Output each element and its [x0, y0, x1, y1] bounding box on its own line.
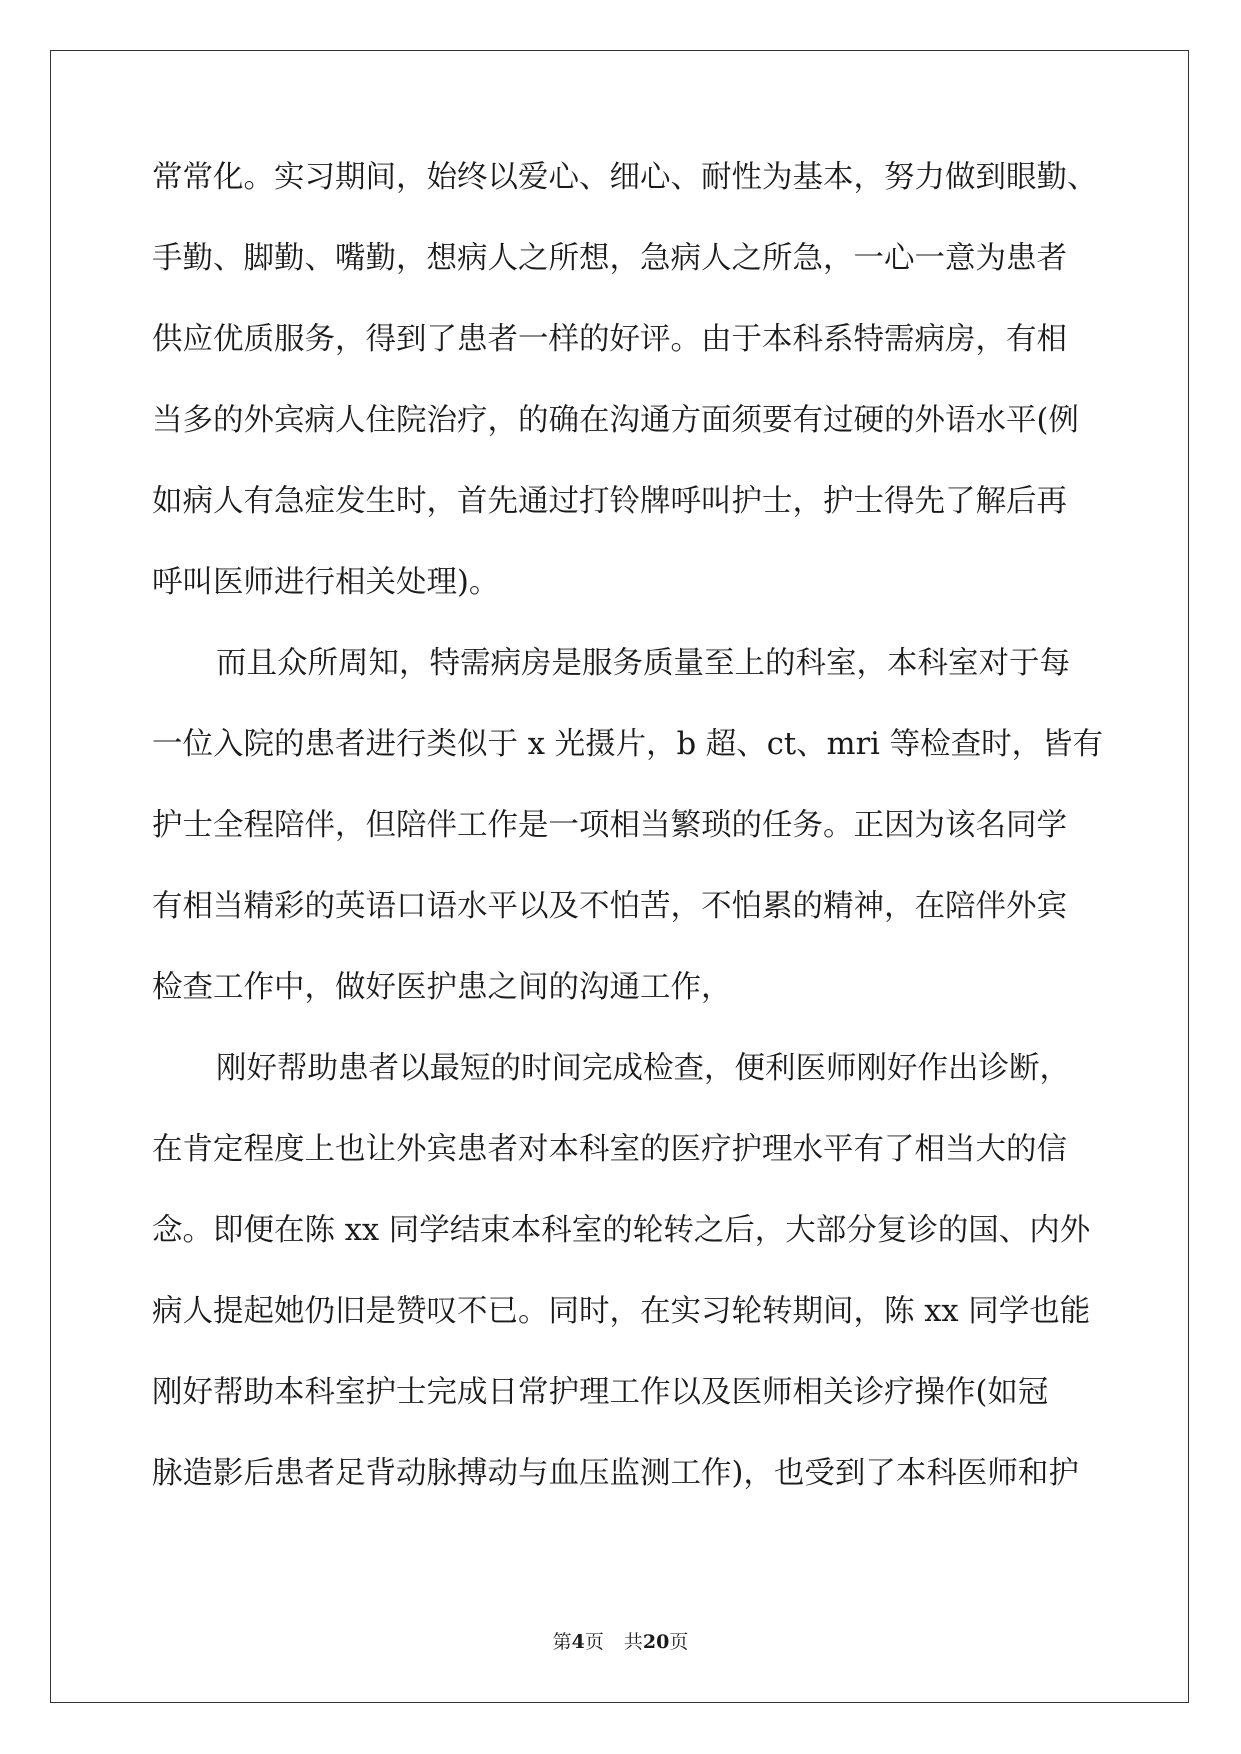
document-body [152, 160, 1104, 1537]
page-footer [0, 1629, 1241, 1655]
page-prefix: 第 [552, 1631, 572, 1653]
page-suffix: 页 [584, 1631, 604, 1653]
text-line: 一位入院的患者进行类似于 x 光摄片，b 超、ct、mri 等检查时，皆有 [152, 727, 1104, 762]
text-line: 供应优质服务，得到了患者一样的好评。由于本科系特需病房，有相 [152, 322, 1067, 357]
text-line: 在肯定程度上也让外宾患者对本科室的医疗护理水平有了相当大的信 [152, 1132, 1067, 1167]
text-line: 当多的外宾病人住院治疗，的确在沟通方面须要有过硬的外语水平(例 [152, 403, 1079, 438]
paragraph-start-line: 而且众所周知，特需病房是服务质量至上的科室，本科室对于每 [216, 646, 1070, 681]
text-line: 刚好帮助本科室护士完成日常护理工作以及医师相关诊疗操作(如冠 [152, 1375, 1049, 1410]
text-line: 念。即便在陈 xx 同学结束本科室的轮转之后，大部分复诊的国、内外 [152, 1213, 1091, 1248]
text-line: 护士全程陪伴，但陪伴工作是一项相当繁琐的任务。正因为该名同学 [152, 808, 1067, 843]
paragraph-start-line: 刚好帮助患者以最短的时间完成检查，便利医师刚好作出诊断， [216, 1051, 1070, 1086]
total-prefix: 共 [623, 1631, 643, 1653]
text-line: 有相当精彩的英语口语水平以及不怕苦，不怕累的精神，在陪伴外宾 [152, 889, 1067, 924]
text-line: 手勤、脚勤、嘴勤，想病人之所想，急病人之所急，一心一意为患者 [152, 241, 1067, 276]
total-suffix: 页 [669, 1631, 689, 1653]
text-line: 检查工作中，做好医护患之间的沟通工作， [152, 970, 732, 1005]
page-number: 4 [571, 1631, 585, 1653]
text-line: 病人提起她仍旧是赞叹不已。同时，在实习轮转期间，陈 xx 同学也能 [152, 1294, 1091, 1329]
text-line: 呼叫医师进行相关处理)。 [152, 565, 500, 600]
text-line: 脉造影后患者足背动脉搏动与血压监测工作)，也受到了本科医师和护 [152, 1456, 1079, 1491]
text-line: 如病人有急症发生时，首先通过打铃牌呼叫护士，护士得先了解后再 [152, 484, 1067, 519]
text-line: 常常化。实习期间，始终以爱心、细心、耐性为基本，努力做到眼勤、 [152, 160, 1098, 195]
total-pages: 20 [642, 1631, 670, 1653]
